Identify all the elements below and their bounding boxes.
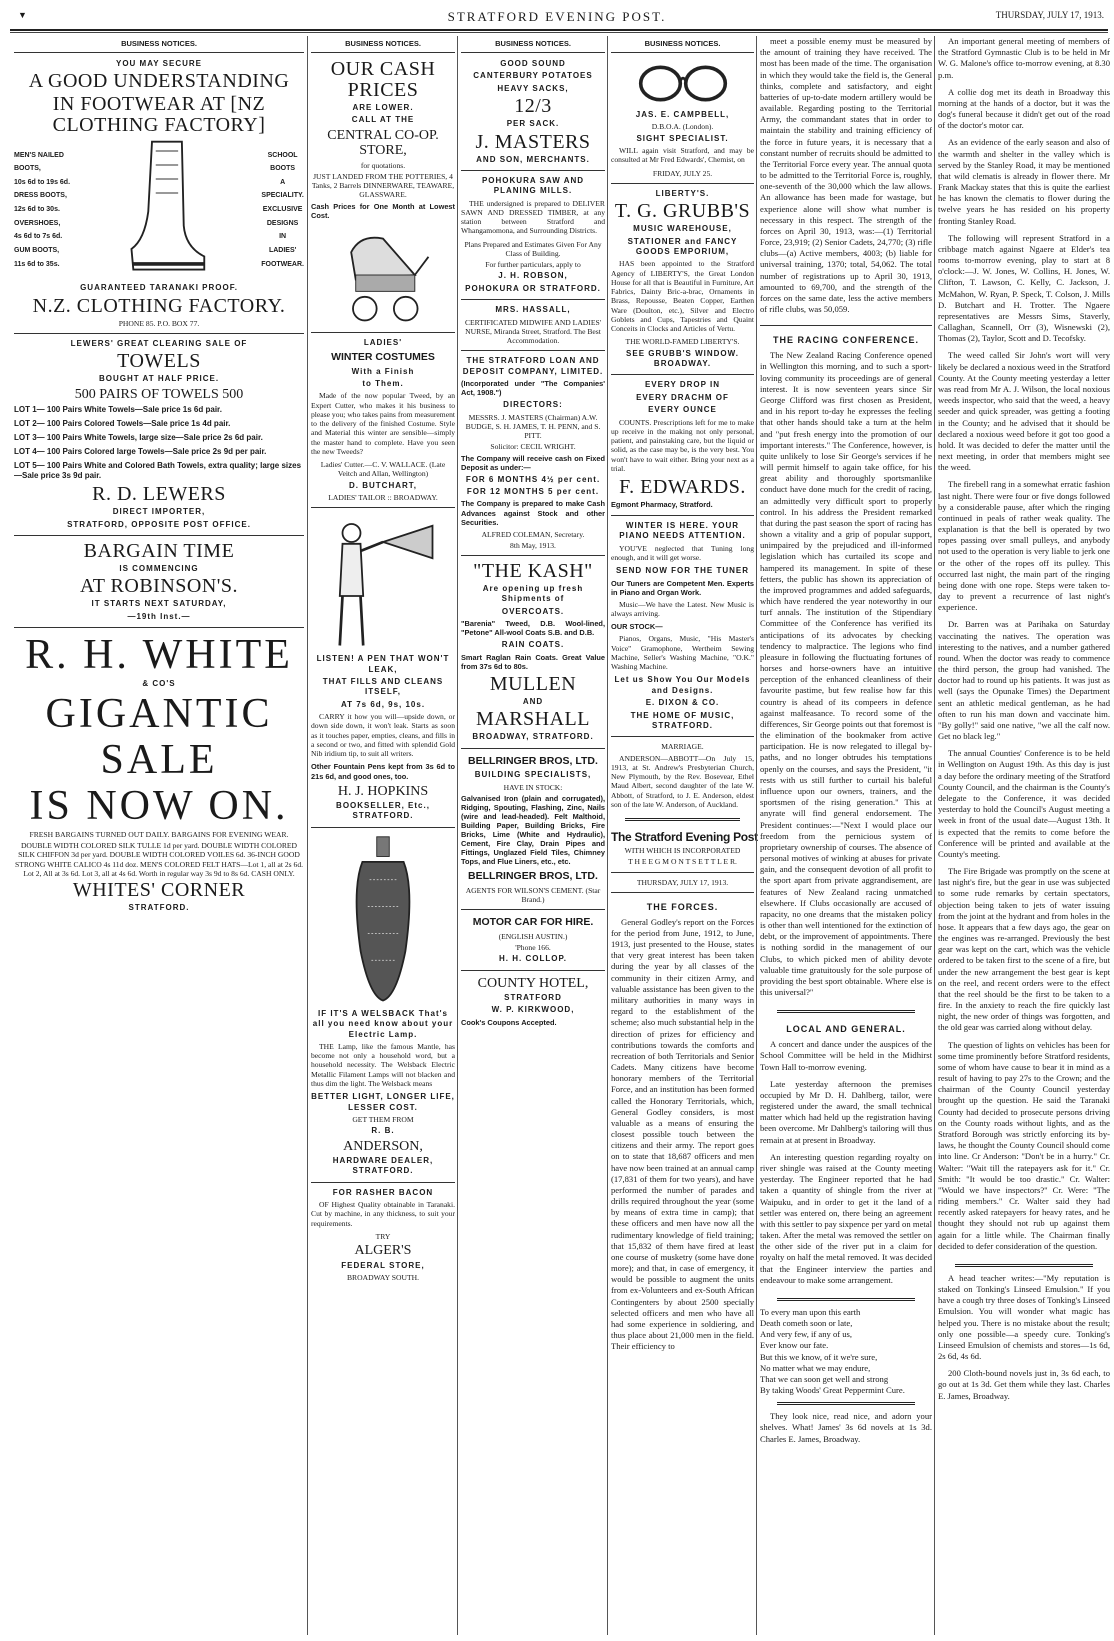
ad-headline: F. EDWARDS.	[619, 476, 746, 499]
column-1	[14, 36, 304, 915]
sale-lot-item: LOT 2— 100 Pairs Colored Towels—Sale price 1s 4d pair.	[14, 419, 231, 429]
sale-lot-item: LOT 1— 100 Pairs White Towels—Sale price 1s 6d pair.	[14, 405, 222, 415]
section-label: BUSINESS NOTICES.	[14, 36, 304, 53]
divider	[311, 332, 455, 333]
news-paragraph: An important general meeting of members of the Stratford Gymnastic Club is to be held in Mr W. G. Malone's office to-morrow evening, at 8.30 p.m.	[938, 36, 1110, 80]
ad-caption: THE HOME OF MUSIC, STRATFORD.	[630, 710, 735, 730]
ad-caption: CANTERBURY POTATOES	[473, 71, 593, 81]
ad-caption: FEDERAL STORE,	[341, 1260, 425, 1270]
ad-caption: —19th Inst.—	[127, 611, 191, 621]
poem-line: But this we know, of it we're sure,	[760, 1351, 878, 1362]
news-paragraph: meet a possible enemy must be measured by the amount of training they have received. The most has been made of the time. The organisation in which they would take the field is, the General thinks, complete and satisfactory, and eight batteries of up-to-date modern artillery would be available. Regarding posting to the Territorial Army, the commandant states that in order to maintain the stability and training efficiency of the force in future years, it is necessary that a constant number of recruits should be admitted to the Territorial Force every year. The annual quota to be admitted to the Territorial Force is, roughly, one-seventh of the 30,000 which the law allows. An allowance has been made for wastage, but experience alone will show what number is necessary in this respect. The strength of the forces on April 30, 1913, was:—(1) Territorial Force, 23,919; (2) Senior Cadets, 24,770; (3) rifle clubs—(a) Active members, 4003; (b) liable for universal training, 1370; total, 54,062. The total number of registrations up to April 30, 1913, amounted to 69,700, and the strength of the forces on the same date, less the active members of rifle clubs, was 50,059.	[760, 36, 932, 315]
ad-headline: AT ROBINSON'S.	[79, 575, 239, 598]
ad-caption: POHOKURA SAW AND PLANING MILLS.	[481, 175, 585, 196]
ad-headline: WHITES' CORNER	[72, 879, 246, 902]
ad-caption: GOOD SOUND	[500, 59, 566, 68]
ad-caption: STRATFORD.	[128, 903, 190, 913]
feature-line: A	[280, 178, 286, 186]
news-paragraph: A head teacher writes:—"My reputation is staked on Tonking's Linseed Emulsion." If you have a cough try three doses of Tonking's Linseed Emulsion. You will wonder what magic has helped you. There is no mistake about the result; only one possible—a speedy cure. Tonking's Linseed Emulsion of chemists and stores—1s 6d, 2s 6d, 4s 6d.	[938, 1272, 1110, 1362]
divider	[311, 827, 455, 828]
divider	[611, 892, 754, 893]
ad-caption: IF IT'S A WELSBACK That's all you need know about your Electric Lamp.	[312, 1008, 454, 1039]
ad-body-text: ANDERSON—ABBOTT—On July 15, 1913, at St. Andrew's Presbyterian Church, New Plymouth, by the Rev. Bosevear, Ethel Maud Albert, second daughter of the late W. Abbott, of Stratford, to J. E. Anderson, eldest son of the late W. Anderson, of Auckland.	[611, 753, 754, 809]
column-6	[938, 36, 1110, 1408]
ad-centered-text: GET THEM FROM	[352, 1114, 414, 1124]
ad-headline: J. MASTERS	[475, 130, 591, 153]
ad-caption: to Them.	[362, 379, 404, 388]
ad-caption: BETTER LIGHT, LONGER LIFE, LESSER COST.	[311, 1092, 455, 1112]
ad-body-text: THE undersigned is prepared to DELIVER SAWN AND DRESSED TIMBER, at any station between Stratford and Whangamomona, and Surrounding Districts.	[461, 198, 605, 236]
ad-caption: STRATFORD	[504, 993, 562, 1002]
news-headline: THE RACING CONFERENCE.	[772, 335, 919, 346]
news-paragraph: Late yesterday afternoon the premises occupied by Mr D. H. Dahlberg, tailor, were registered under the award, the small technical matter which had held up the registration having been overcome. Mr Dahlberg's tailoring will thus remain at at present in Broadway.	[760, 1078, 932, 1145]
ad-subheadline: COUNTY HOTEL,	[477, 975, 589, 991]
ad-centered-text: THURSDAY, JULY 17, 1913.	[636, 877, 729, 887]
ad-bold-text: The Company will receive cash on Fixed Deposit as under:—	[461, 453, 605, 472]
ad-caption: EVERY OUNCE	[648, 405, 717, 415]
ad-headline: "THE KASH"	[473, 560, 593, 583]
ad-caption: R. B.	[371, 1126, 395, 1136]
ad-caption: AND	[522, 696, 544, 706]
divider	[777, 1402, 915, 1405]
ad-caption: THAT FILLS AND CLEANS ITSELF,	[322, 677, 444, 697]
man-with-pen-icon	[311, 515, 455, 650]
section-label: BUSINESS NOTICES.	[611, 36, 754, 53]
ad-caption: W. P. KIRKWOOD,	[491, 1005, 575, 1015]
divider	[461, 970, 605, 971]
ad-headline: A GOOD UNDERSTANDING	[28, 70, 290, 93]
ad-headline: 12/3	[514, 95, 552, 118]
ad-centered-text: 8th May, 1913.	[510, 540, 556, 550]
spectacles-icon	[611, 61, 754, 106]
column-divider	[756, 36, 757, 1635]
ad-headline: N.Z. CLOTHING FACTORY.	[32, 294, 286, 317]
ad-heading: BELLRINGER BROS, LTD.	[468, 870, 598, 883]
ad-subheadline: ALGER'S	[354, 1243, 412, 1259]
ad-centered-text: DOUBLE WIDTH COLORED SILK TULLE 1d per yard. DOUBLE WIDTH COLORED SILK CHIFFON 3d per yard. DOUBLE WIDTH COLORED VOILES 6d. 36-INCH GOOD STRONG WHITE CALICO 4s 11d doz. MEN'S COLORED FELT HATS—Lot 1, all at 2s 6d. Lot 2, All at 3s 6d. Lot 3, all at 4s 6d. Worth in regular way 3s 9d to 8s 6d. CASH ONLY.	[14, 841, 304, 878]
welsback-lamp-icon	[311, 835, 455, 1005]
ad-headline: R. D. LEWERS	[92, 483, 226, 506]
ad-headline: IN FOOTWEAR AT [NZ CLOTHING FACTORY]	[52, 93, 266, 137]
column-divider	[457, 36, 458, 1635]
column-3	[461, 36, 605, 1029]
sale-lot-item: LOT 3— 100 Pairs White Towels, large size—Sale price 2s 6d pair.	[14, 433, 263, 443]
price-line: GUM BOOTS,	[14, 246, 60, 254]
ad-caption: SEE GRUBB'S WINDOW. BROADWAY.	[626, 348, 739, 368]
ad-body-text: OF Highest Quality obtainable in Taranaki. Cut by machine, in any thickness, to suit your requirements.	[311, 1200, 455, 1228]
news-paragraph: Dr. Barren was at Parihaka on Saturday vaccinating the natives. The operation was interesting to the natives, and a number gathered round. When the doctor was ready to commence the third person, the group had vanished. The doctor had to round up his patients. It was just as well (says the Opunake Times) the Department sent an athletic medical gentleman, as he had often to run his man down and vaccinate him. "By golly!" said one native, "we all the calf now. Get no black leg."	[938, 619, 1110, 742]
ad-bold-text: Other Fountain Pens kept from 3s 6d to 21s 6d, and good ones, too.	[311, 762, 455, 781]
divider	[311, 1182, 455, 1183]
display-headline: IS NOW ON.	[29, 782, 289, 829]
news-paragraph: 200 Cloth-bound novels just in, 3s 6d each, to go out at 1s 3d. Get them while they last. Charles E. James, Broadway.	[938, 1368, 1110, 1401]
ad-caption: EVERY DROP IN	[644, 380, 721, 390]
column-divider	[607, 36, 608, 1635]
ad-bold-text: The Company is prepared to make Cash Advances against Stock and other Securities.	[461, 499, 605, 527]
ad-caption: WINTER IS HERE. YOUR PIANO NEEDS ATTENTION.	[619, 521, 746, 541]
divider	[461, 299, 605, 300]
ad-caption: MUSIC WAREHOUSE,	[633, 224, 732, 234]
price-line: DRESS BOOTS,	[14, 192, 67, 200]
feature-list	[261, 149, 304, 272]
feature-line: LADIES'	[268, 246, 297, 254]
newspaper-title: STRATFORD EVENING POST.	[447, 9, 667, 24]
sale-lot-item: LOT 4— 100 Pairs Colored large Towels—Sale price 2s 9d per pair.	[14, 447, 267, 457]
ad-bold-text: Egmont Pharmacy, Stratford.	[611, 500, 713, 510]
divider	[611, 736, 754, 737]
news-paragraph: They look nice, read nice, and adorn your shelves. What! James' 3s 6d novels at 1s 3d. Charles E. James, Broadway.	[760, 1411, 932, 1444]
ad-centered-text: CERTIFICATED MIDWIFE AND LADIES' NURSE, Miranda Street, Stratford. The Best Accommodation.	[464, 317, 602, 346]
ad-heading: WINTER COSTUMES	[331, 351, 435, 364]
ad-centered-text: WITH WHICH IS INCORPORATED	[624, 846, 741, 856]
ad-body-text: WILL again visit Stratford, and may be consulted at Mr Fred Edwards', Chemist, on	[611, 146, 754, 165]
ad-centered-text: FRIDAY, JULY 25.	[652, 168, 713, 178]
ad-subheadline: 500 PAIRS OF TOWELS 500	[74, 386, 244, 402]
news-paragraph: A concert and dance under the auspices of the School Committee will be held in the Midhirst Town Hall to-morrow evening.	[760, 1039, 932, 1072]
ad-caption: J. H. ROBSON,	[498, 271, 568, 281]
feature-line: SCHOOL	[267, 151, 298, 159]
column-5	[760, 36, 932, 1451]
price-line: BOOTS,	[14, 165, 41, 173]
section-label: BUSINESS NOTICES.	[311, 36, 455, 53]
news-paragraph: As an evidence of the early season and also of the warmth and shelter in the valley which is served by the Stanley Road, it may be mentioned that wild clematis is already in flower there. Mr Frank Mackay states that this is quite the earliest he has known the clematis to flower during the twelve years he has resided on his property fronting Stanley Road.	[938, 137, 1110, 226]
pram-icon	[311, 225, 455, 325]
news-paragraph: General Godley's report on the Forces for the period from June, 1912, to June, 1913, just presented to the House, states that very great interest has been taken during the year by all classes of the community in their citizen Army, and valuable assistance has been given to the military authorities in many ways in regard to the establishment of the scheme; also much substantial help in the direction of prizes for efficiency and contributions towards the comforts and recreation of both Territorials and Senior Cadets. Many citizens have become honorary members of the Territorial Force, and an institution has been formed called the Honorary Territorials, which, General Godley considers, is most valuable as a means of ensuring the closest possible touch between the citizens and their army. The report goes on to state that 18,687 officers and men have now been trained at an annual camp (17,831 of them for two years), and have performed the number of parades and drills required throughout the year (some by means of extra time in camp); that these officers and men have now all the rudimentary knowledge of field training; that 15,832 of them have fired at least one course of musketry (some have done more); and that, in case of emergency, it would be possible to augment the units from ex-Volunteers and ex-South African Contingenters by about 2500 specially selected officers and men who have all had some experience in soldiering, and thus place about 21,000 men in the field. Their efficiency to	[611, 916, 754, 1352]
news-paragraph: The Fire Brigade was promptly on the scene at last night's fire, but the gear in use was subjected to some rude remarks by certain spectators, objection being taken to jets of water issuing from the joint at the hydrant and from holes in the hose. It appears that a few days ago, the gear on the engines was re-arranged. Previously the best gear was kept on the cart, which was the vehicle ordered to be taken first to the scene of a fire, but under the new arrangement the best gear is kept on the reel, and recent orders were to the effect that the reel should be the first to be taken to a fire. In the anxiety to reach the fire quickly last night, the new order of things was forgotten, and the old gear was carried along without delay.	[938, 866, 1110, 1033]
price-line: 4s 6d to 7s 6d.	[14, 233, 63, 241]
sale-lot-item: LOT 5— 100 Pairs White and Colored Bath Towels, extra quality; large sizes—Sale price 3s 9d pair.	[14, 461, 302, 481]
ad-body-text: YOU'VE neglected that Tuning long enough, and it will get worse.	[611, 543, 754, 563]
ad-body-text: THE Lamp, like the famous Mantle, has become not only a household word, but a household necessity. The Welsback Electric Metallic Filament Lamps will not blacken and thus dim the light. The Welsback means	[311, 1041, 455, 1088]
ad-centered-text: FRESH BARGAINS TURNED OUT DAILY. BARGAINS FOR EVENING WEAR.	[29, 829, 289, 839]
ad-centered-text: Plans Prepared and Estimates Given For Any Class of Building.	[464, 239, 602, 258]
news-paragraph: The annual Counties' Conference is to be held in Wellington on August 19th. As this day is just a day before the ordinary meeting of the Stratford County Council, and the chairman is the County's delegate to the Conference, it was decided yesterday to hold the Council's August meeting a week in front of the usual date—August 13th. It is expected that the remits to come before the Conference will be printed and available at the County's meeting.	[938, 748, 1110, 859]
ad-heading: MOTOR CAR FOR HIRE.	[472, 916, 594, 929]
ad-caption: STATIONER and FANCY GOODS EMPORIUM,	[627, 236, 738, 256]
ad-caption: BROADWAY, STRATFORD.	[472, 732, 594, 742]
ad-caption: AND SON, MERCHANTS.	[476, 154, 590, 164]
ad-centered-text: MESSRS. J. MASTERS (Chairman) A.W. BUDGE, S. H. JAMES, T. H. PENN, and S. PITT.	[465, 412, 601, 441]
news-paragraph: The following will represent Stratford in a cribbage match against Ngaere at Elder's tea rooms to-morrow evening, play to start at 8 o'clock:—J. W. Jones, W. Collins, H. Jones, W. Clifton, T. Lawson, C. Kelly, C. Jackson, J. McMahon, W. Ryan, P. Speck, T. Colson, J. Mills D. Butchart and H. Trotter. The Ngaere representatives are Messrs Sims, Staverly, Callaghan, Scannell, Orr (3), Wisnewski (2), Thomas (2), Taylor, Scott and D. Tecofsky.	[938, 232, 1110, 344]
section-label: BUSINESS NOTICES.	[461, 36, 605, 53]
page-marker: ▼	[18, 10, 27, 20]
ad-centered-text: T H E E G M O N T S E T T L E R.	[628, 857, 737, 867]
ad-caption: SEND NOW FOR THE TUNER	[615, 566, 750, 576]
ad-centered-text: 'Phone 166.	[515, 942, 551, 952]
ad-body-text: Made of the now popular Tweed, by an Expert Cutter, who makes it his business to please you; who takes pains from measurement to the delivery of the finished Costume. Style and Material this winter are sensible—simply the master hand to complete. Have you seen the new Tweeds?	[311, 391, 455, 456]
price-line: 10s 6d to 19s 6d.	[14, 178, 71, 186]
ad-centered-text: for quotations.	[360, 160, 406, 170]
ad-caption: JAS. E. CAMPBELL,	[635, 110, 730, 119]
ad-centered-text: (ENGLISH AUSTIN.)	[498, 931, 568, 941]
ad-caption: POHOKURA OR STRATFORD.	[465, 283, 601, 293]
ad-caption: PER SACK.	[506, 119, 560, 129]
ad-caption: With a Finish	[351, 366, 415, 376]
divider	[611, 183, 754, 184]
footwear-ad-layout	[14, 137, 304, 282]
ad-caption: AT 7s 6d, 9s, 10s.	[340, 699, 426, 709]
ad-caption: DIRECTORS:	[503, 400, 563, 410]
ad-caption: CALL AT THE	[351, 115, 415, 125]
ad-caption: FOR RASHER BACON	[332, 1187, 434, 1197]
divider	[777, 1010, 915, 1013]
poem-line: That we can soon get well and strong	[760, 1373, 889, 1384]
ad-caption: FOR 6 MONTHS 4½ per cent.	[465, 474, 601, 484]
ad-bold-text: Our Tuners are Competent Men. Experts in Piano and Organ Work.	[611, 578, 754, 597]
news-paragraph: The weed called Sir John's wort will very likely be declared a noxious weed in the Stratford County. At the County meeting yesterday a letter was read from Mr A. J. Wilson, the local noxious weeds inspector, who said that the weed, a heavy seeder and quick spreader, was getting a footing in the County; and he advised that it should be declared a noxious weed before it got too good a hold. It was decided to defer the matter until the next meeting, in order that members might see the weed.	[938, 350, 1110, 473]
page-header	[0, 0, 1114, 32]
feature-line: BOOTS	[270, 165, 296, 173]
divider	[461, 748, 605, 749]
ad-centered-text: MARRIAGE.	[661, 742, 704, 752]
display-headline: SALE	[100, 736, 218, 783]
ad-caption: THE STRATFORD LOAN AND DEPOSIT COMPANY, LIMITED.	[462, 356, 604, 376]
ad-caption: STRATFORD, OPPOSITE POST OFFICE.	[67, 519, 251, 529]
ad-headline: BARGAIN TIME	[83, 539, 235, 562]
ad-centered-text: ALFRED COLEMAN, Secretary.	[481, 529, 585, 539]
ad-caption: DIRECT IMPORTER,	[112, 507, 206, 517]
ad-centered-text: LADIES' TAILOR :: BROADWAY.	[328, 493, 438, 503]
ad-caption: EVERY DRACHM OF	[636, 392, 729, 402]
column-4	[611, 36, 758, 1359]
ad-headline: T. G. GRUBB'S	[614, 200, 751, 223]
ad-body-text: COUNTS. Prescriptions left for me to make up receive in the making not only personal, patient, and painstaking care, but the liquid or solid, as the case may be, is the very best. You won't have to wait either. Bring your next as a trial.	[611, 417, 754, 473]
ad-headline: TOWELS	[117, 350, 201, 373]
ad-body-text: Music—We have the Latest. New Music is always arriving.	[611, 599, 754, 619]
ad-caption: HEAVY SACKS,	[497, 83, 569, 93]
news-headline: THE FORCES.	[646, 901, 719, 912]
ad-centered-text: Solicitor: CECIL WRIGHT.	[490, 442, 576, 452]
ad-caption: IS COMMENCING	[119, 563, 199, 573]
ad-bold-text: Cash Prices for One Month at Lowest Cost.	[311, 201, 455, 220]
ad-body-text: Pianos, Organs, Music, "His Master's Voice" Gramophone, Wertheim Sewing Machine, Seller's Washing Machine, "O.K." Washing Machine.	[611, 634, 754, 672]
ad-caption: H. H. COLLOP.	[499, 954, 567, 964]
divider	[611, 515, 754, 516]
price-line: MEN'S NAILED	[14, 151, 64, 159]
ad-caption: IT STARTS NEXT SATURDAY,	[91, 599, 227, 609]
ad-caption: MRS. HASSALL,	[495, 305, 571, 315]
ad-caption: GUARANTEED TARANAKI PROOF.	[80, 283, 238, 293]
divider	[461, 170, 605, 171]
divider	[955, 1264, 1093, 1267]
feature-line: EXCLUSIVE	[262, 206, 303, 214]
news-paragraph: A collie dog met its death in Broadway this morning at the hands of a doctor, but it was the dog's funeral because it didn't get out of the road of the doctor's motor car.	[938, 86, 1110, 131]
news-paragraph: The New Zealand Racing Conference opened in Wellington this morning, and to such a sport-loving community its proceedings are of general interest. It is now seventeen years since Sir George Clifford was first chosen as President, and in his report to-day he expresses the feeling that other hands should take a turn at the helm and "put fresh energy into the promotion of our important interests." The Conference, however, is quite unlikely to lose Sir George's services if he will permit himself to again take office, for his great ability and thoroughly sportsmanlike conduct have done much for the credit of racing, an admittedly very difficult sport to properly control. In his address the President remarked that during the past season the sport of racing has shown a vitality and a grip of popular support, unimpaired by the prejudiced and ill-informed legislation which has curtailed its scope and hampered its management. In spite of these fetters, the public has shown its appreciation of the improved programmes and added safeguards, which have rendered the year noteworthy in our turf annals. The institution of the Stipendiary Committee of the Conference has verified its anticipations of its advocates by checking tendency to malpractice. The legions who find pleasure in following the fluctuating fortunes of horses and horse-owners have an intuitive perception of the enhanced cleanliness of their favourite pastime, but few realise how far this country is ahead of its compeers in defence against malfeasance. To record some of the differences, Sir George points out that foremost is the elimination of the bookmaker from active participation. He is now relegated to illegal by-paths, and no longer obtrudes his temptations openly on the courses, and says the President, "it rests with us still further to curtail his baleful influence upon our owners, trainers, and the sportsmen of the rising generation." This at anyrate will find general endorsement. The President continues:—"Next I would place our freedom from the pernicious system of proprietary ownership of courses. The absence of personal motives of winking at abuses for private gain, and the consequent devotion of all profit to the sport apart from private aggrandisement, are features of New Zealand racing unmatched elsewhere. If Clubs occasionally are accused of rapacity, no one dreams that the mistaken policy is other than well intentioned for the extinction of debt, or the improvement of appointments. There is nothing sordid in the management of our Clubs, to which picked men of ability devote valuable time gratuitously for the sole purpose of providing the best sport obtainable. Where else is this universal?"	[760, 350, 932, 998]
feature-line: IN	[279, 233, 287, 241]
news-headline: LOCAL AND GENERAL.	[786, 1024, 906, 1035]
ad-caption: BUILDING SPECIALISTS,	[474, 770, 592, 780]
divider	[760, 325, 932, 326]
divider	[14, 627, 304, 628]
price-line: 12s 6d to 30s.	[14, 206, 60, 214]
ad-bold-text: Cook's Coupons Accepted.	[461, 1017, 557, 1027]
price-list	[14, 149, 70, 272]
news-paragraph: The firebell rang in a somewhat erratic fashion last night. There were four or five dongs followed by a considerable pause, after which the ringing continued in peals of rather weak quality. The explanation is that the bell is operated by two ropes passing over small pulleys, and anybody not used to the operation is very liable to jerk one or the other of the ropes off its pulley. This occurred last night, the main part of the ringing being done with one rope. Steps were taken to-day to prevent a recurrence of last night's experience.	[938, 479, 1110, 613]
ad-caption: & CO'S	[142, 679, 176, 689]
news-paragraph: An interesting question regarding royalty on river shingle was raised at the County meeting yesterday. The Engineer reported that he had taken a quantity of shingle from the river at Waipuku, and in order to get it the land of a settler was entered on, there being an agreement with this settler to pay sixpence per yard on metal taken. After the metal was removed the settler on the other side of the river put in a claim for royalty on half the metal removed. It was decided that the Engineer interview the parties and endeavour to make some arrangement.	[760, 1151, 932, 1285]
poem-line: By taking Woods' Great Peppermint Cure.	[760, 1385, 905, 1396]
ad-bold-text: "Barenia" Tweed, D.B. Wool-lined, "Petone" All-wool Coats S.B. and D.B.	[461, 619, 605, 638]
ad-caption: LIBERTY'S.	[655, 188, 710, 198]
column-divider	[934, 36, 935, 1635]
ad-centered-text: JUST LANDED FROM THE POTTERIES, 4 Tanks, 2 Barrels DINNERWARE, TEAWARE, GLASSWARE.	[311, 171, 455, 200]
ad-caption: Let us Show You Our Models and Designs.	[614, 675, 751, 695]
ad-caption: YOU MAY SECURE	[115, 59, 203, 68]
ad-bold-text: OUR STOCK—	[611, 622, 663, 632]
ad-caption: SIGHT SPECIALIST.	[636, 133, 729, 143]
divider	[611, 872, 754, 873]
ad-caption: D. BUTCHART,	[349, 480, 417, 490]
divider	[777, 1298, 915, 1301]
divider	[625, 818, 739, 821]
divider	[311, 507, 455, 508]
ad-caption: BOOKSELLER, Etc., STRATFORD.	[336, 800, 430, 821]
ad-headline: MULLEN	[489, 672, 577, 695]
ad-headline: MARSHALL	[475, 708, 590, 731]
feature-line: DESIGNS	[266, 219, 299, 227]
ad-caption: ARE LOWER.	[352, 103, 414, 112]
ad-caption: OVERCOATS.	[501, 606, 565, 616]
ad-centered-text: PHONE 85. P.O. BOX 77.	[118, 318, 200, 328]
ad-caption: RAIN COATS.	[501, 640, 565, 650]
ad-centered-text: Ladies' Cutter.—C. V. WALLACE. (Late Veitch and Allan, Wellington)	[320, 460, 446, 479]
divider	[461, 909, 605, 910]
poem-line: To every man upon this earth	[760, 1306, 861, 1317]
poem-line: Ever know our fate.	[760, 1340, 829, 1351]
ad-bold-text: Smart Raglan Rain Coats. Great Value from 37s 6d to 80s.	[461, 652, 605, 671]
ad-subheadline: H. J. HOPKINS	[337, 783, 429, 799]
boot-icon	[124, 137, 208, 282]
ad-subheadline: ANDERSON,	[343, 1138, 423, 1154]
divider	[461, 350, 605, 351]
issue-date: THURSDAY, JULY 17, 1913.	[995, 10, 1104, 20]
ad-centered-text: BROADWAY SOUTH.	[346, 1272, 419, 1282]
ad-centered-text: AGENTS FOR WILSON'S CEMENT. (Star Brand.)	[465, 885, 601, 904]
ad-centered-text: HAVE IN STOCK:	[503, 782, 563, 792]
header-rule	[10, 29, 1108, 33]
ad-body-text: HAS been appointed to the Stratford Agency of LIBERTY'S, the Great London House for all that is Beautiful in Furniture, Art Fabrics, Dainty Bric-a-brac, Ornaments in Brass, Repousse, Beaten Copper, Earthen Ware (Doulton, etc.), Silver and Electro Goblets and Cups, Tapestries and Quaint Conceits in Clocks and Articles of Vertu.	[611, 259, 754, 334]
feature-line: SPECIALITY.	[261, 192, 304, 200]
column-divider	[307, 36, 308, 1635]
ad-centered-text: TRY	[375, 1231, 391, 1241]
ad-bold-text: Galvanised Iron (plain and corrugated), Ridging, Spouting, Flashing, Zinc, Nails (wire and lead-headed). Felt Malthoid, Building Paper, Building Bricks, Fire Bricks, Lime (White and Hydraulic), Cement, Fire Clay, Drain Pipes and Fittings, Unglazed Field Tiles, Chimney Tops, and Flue Liners, etc., etc.	[461, 793, 605, 866]
display-headline: GIGANTIC	[45, 690, 273, 737]
ad-heading: BELLRINGER BROS, LTD.	[468, 754, 598, 767]
news-paragraph: The question of lights on vehicles has been for some time prominently before Stratford residents, some of whom have cause to bear it in mind as a result of having to pay 27s to the Crown; and the chairman of the County Council yesterday brought up the question. He said the Taranaki County had decided to prosecute persons driving on the County roads without lights, and as the Stratford Borough was strictly enforcing its by-laws, he thought the County Council should come into line. Cr Anderson: "Don't be in a hurry." Cr. Walter: "Wait till the ratepayers ask for it." Cr. Smith: "It would be too drastic." Cr. Walter: "Would we have inspectors?" Cr. Were: "The riding members." Cr. Walter said they had recently asked ratepayers for heavy rates, and he thought they should not rub up against them again for a little while. The Chairman finally decided to defer consideration of the question.	[938, 1039, 1110, 1251]
feature-line: FOOTWEAR.	[261, 260, 304, 268]
price-line: OVERSHOES,	[14, 219, 61, 227]
divider	[14, 535, 304, 536]
ad-subheadline: CENTRAL CO-OP. STORE,	[327, 127, 439, 159]
poem-line: Death cometh soon or late,	[760, 1318, 853, 1329]
ad-caption: LISTEN! A PEN THAT WON'T LEAK,	[316, 654, 450, 674]
ad-centered-text: THE WORLD-FAMED LIBERTY'S.	[625, 337, 740, 347]
poem-line: No matter what we may endure,	[760, 1362, 871, 1373]
ad-caption: FOR 12 MONTHS 5 per cent.	[466, 487, 600, 497]
poem-line: And very few, if any of us,	[760, 1329, 853, 1340]
divider	[461, 555, 605, 556]
ad-caption: BOUGHT AT HALF PRICE.	[98, 374, 220, 384]
ad-centered-text: For further particulars, apply to	[485, 260, 581, 270]
display-headline: R. H. WHITE	[25, 632, 293, 679]
ad-body-text: CARRY it how you will—upside down, or down side down, it won't leak. Starts as soon as it touches paper, empties, cleans, and fills in a second or two, and fitted with splendid Gold Nib iridium tip, to suit all writers.	[311, 712, 455, 759]
masthead-title: The Stratford Evening Post	[611, 830, 758, 845]
column-2	[311, 36, 455, 1283]
ad-caption: LADIES'	[363, 337, 403, 347]
divider	[14, 333, 304, 334]
ad-headline: OUR CASH PRICES	[330, 58, 436, 101]
price-line: 11s 6d to 35s.	[14, 260, 60, 268]
ad-caption: LEWERS' GREAT CLEARING SALE OF	[70, 339, 248, 349]
ad-bold-text: (Incorporated under "The Companies' Act, 1908.")	[461, 379, 605, 398]
ad-centered-text: D.B.O.A. (London).	[651, 122, 714, 132]
ad-caption: E. DIXON & CO.	[645, 698, 720, 708]
ad-caption: HARDWARE DEALER, STRATFORD.	[332, 1155, 434, 1176]
ad-caption: Are opening up fresh Shipments of	[482, 584, 584, 604]
divider	[611, 374, 754, 375]
